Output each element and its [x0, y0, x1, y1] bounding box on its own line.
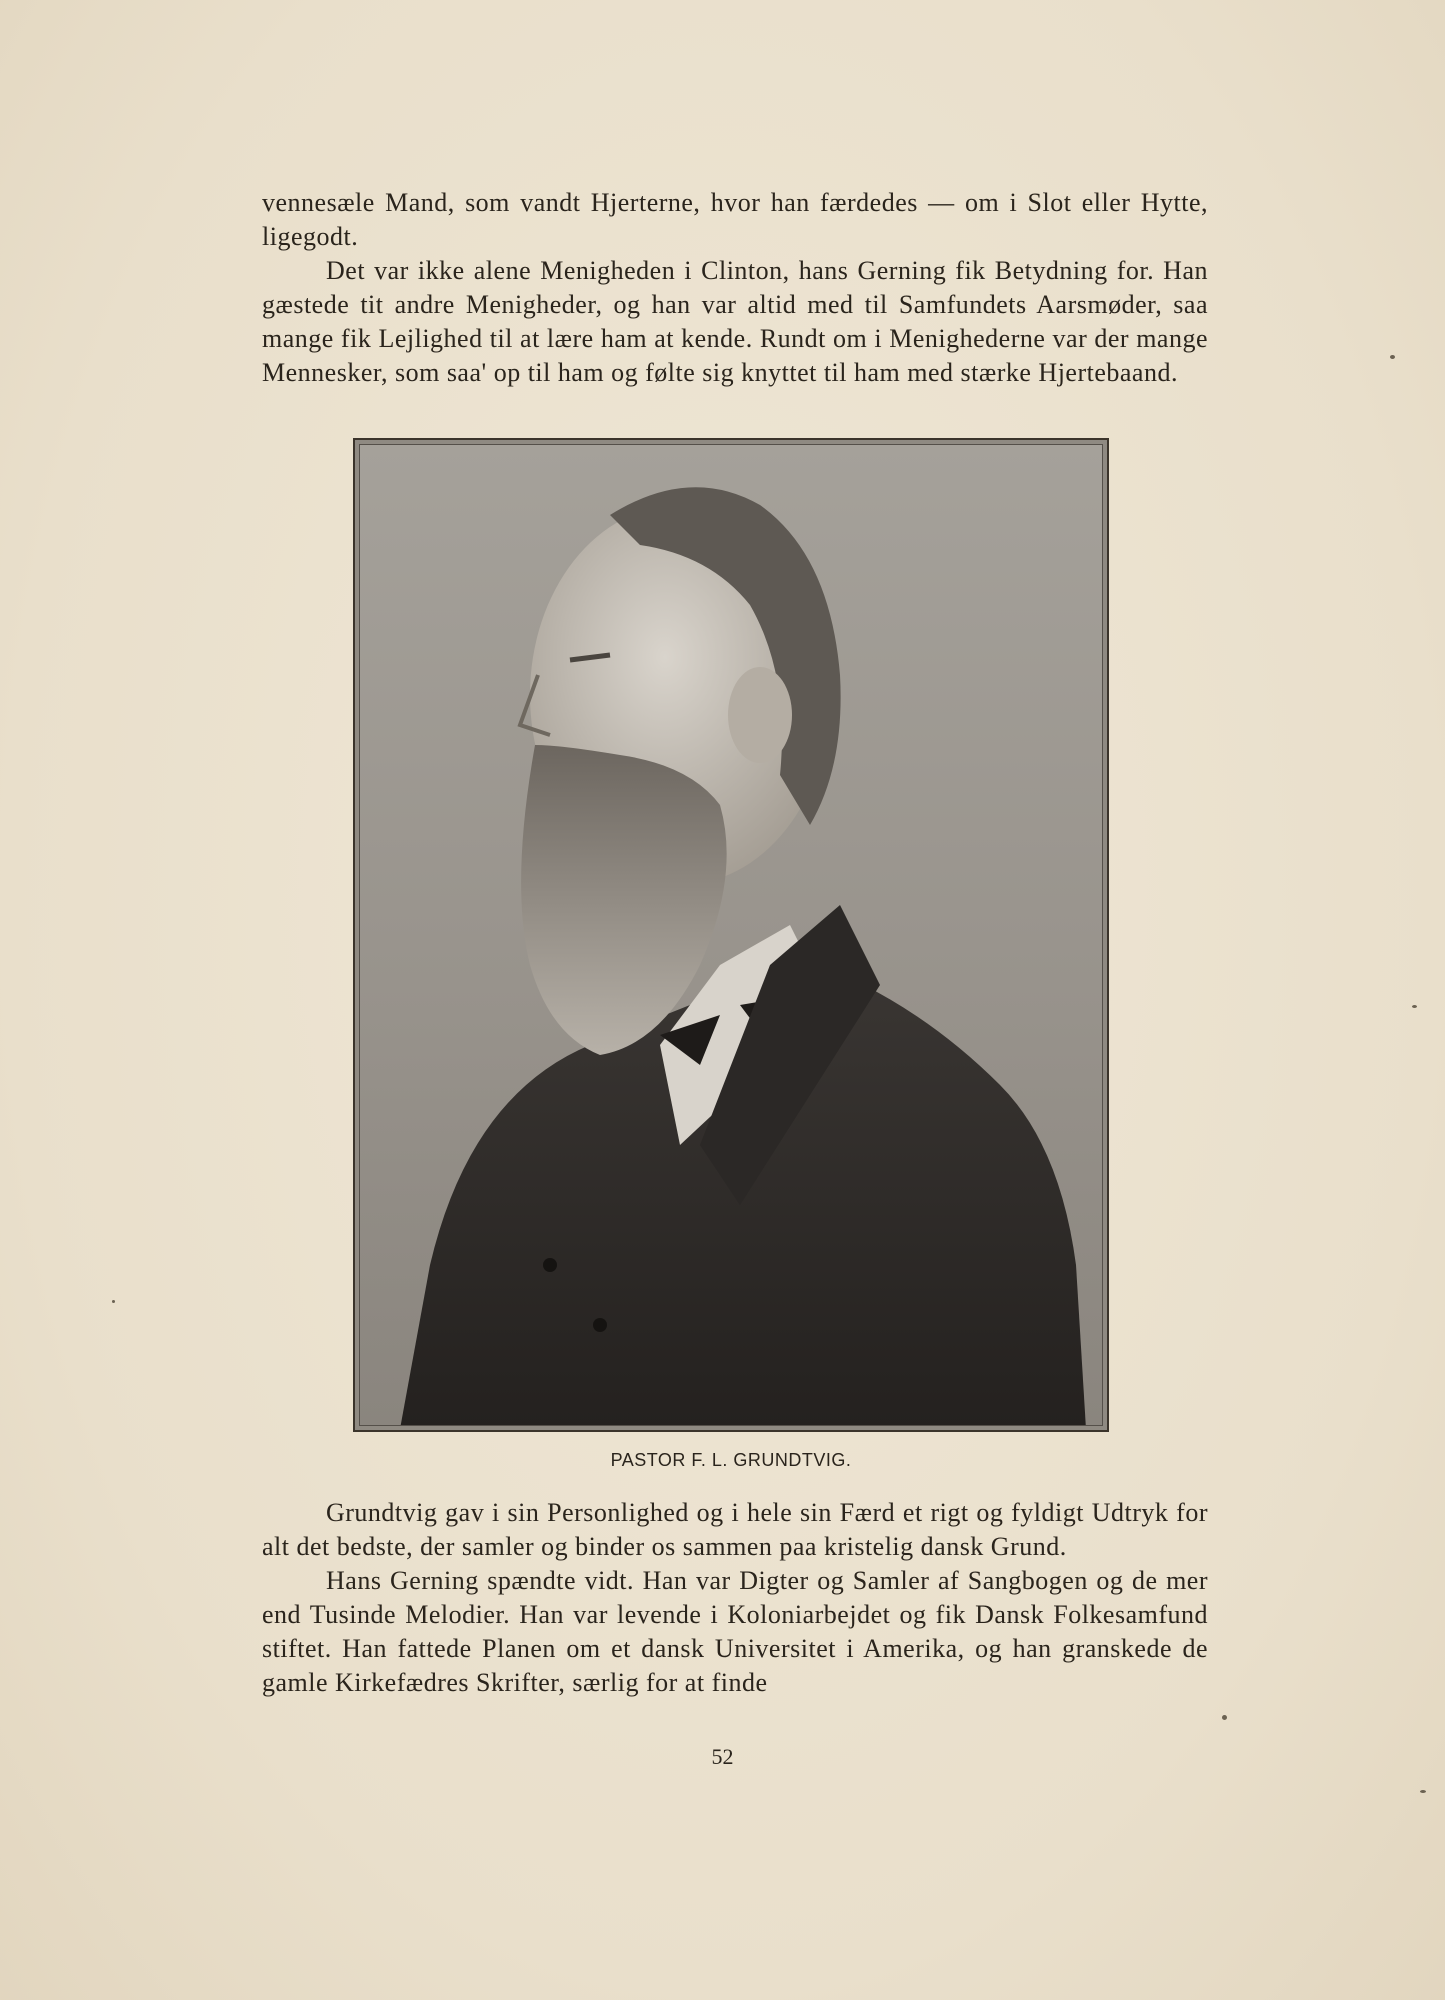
- top-text-block: [262, 186, 1208, 390]
- bottom-text-block: [262, 1496, 1208, 1700]
- photo-caption: PASTOR F. L. GRUNDTVIG.: [610, 1450, 852, 1470]
- page-number: 52: [711, 1744, 734, 1769]
- paper-speck: [1420, 1790, 1426, 1793]
- paragraph: Det var ikke alene Menigheden i Clinton, hans Gerning fik Betydning for. Han gæstede tit andre Menigheder, og han var altid med til Samfundets Aarsmøder, saa mange fik Lejlighed til at lære ham at kende. Rundt om i Menighederne var der mange Mennesker, som saa' op til ham og følte sig knyttet til ham med stærke Hjertebaand.: [262, 256, 1208, 387]
- paper-speck: [112, 1300, 115, 1303]
- portrait-photo: [353, 438, 1109, 1432]
- paper-speck: [1390, 355, 1395, 359]
- paper-speck: [1222, 1715, 1227, 1720]
- paragraph-continued: vennesæle Mand, som vandt Hjerterne, hvor han færdedes — om i Slot eller Hytte, ligegodt.: [262, 188, 1208, 251]
- paragraph: Hans Gerning spændte vidt. Han var Digter og Samler af Sangbogen og de mer end Tusinde Melodier. Han var levende i Koloniarbejdet og fik Dansk Folkesamfund stiftet. Han fattede Planen om et dansk Universitet i Amerika, og han granskede de gamle Kirkefædres Skrifter, særlig for at finde: [262, 1566, 1208, 1697]
- paragraph: Grundtvig gav i sin Personlighed og i hele sin Færd et rigt og fyldigt Udtryk for alt det bedste, der samler og binder os sammen paa kristelig dansk Grund.: [262, 1498, 1208, 1561]
- paper-speck: [1412, 1005, 1417, 1008]
- portrait-illustration: [360, 445, 1103, 1426]
